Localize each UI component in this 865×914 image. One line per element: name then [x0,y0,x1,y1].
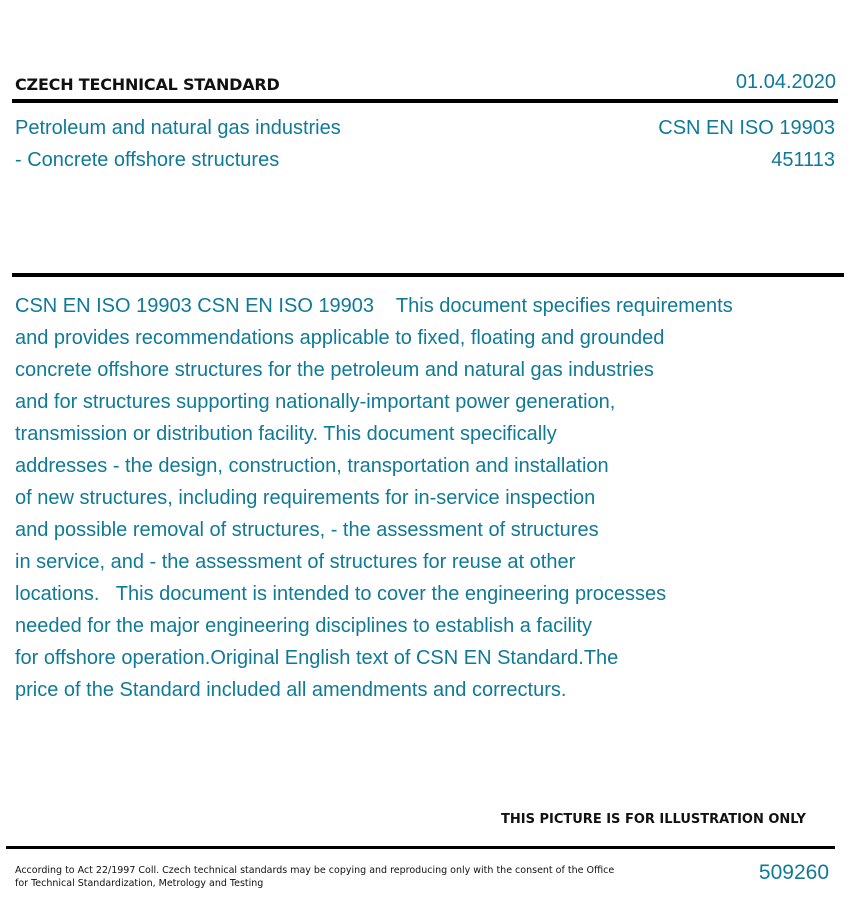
description-line: CSN EN ISO 19903 CSN EN ISO 19903 This document specifies requirements [15,295,733,317]
description-line: and for structures supporting nationally-important power generation, [15,391,616,413]
publication-date: 01.04.2020 [735,71,836,93]
description-line: addresses - the design, construction, transportation and installation [15,455,609,477]
footer-divider [6,846,835,849]
description-line: concrete offshore structures for the petroleum and natural gas industries [15,359,654,381]
description-line: in service, and - the assessment of structures for reuse at other [15,551,576,573]
description-line: needed for the major engineering disciplines to establish a facility [15,615,593,637]
description-line: transmission or distribution facility. This document specifically [15,423,557,445]
standard-number: CSN EN ISO 19903 [658,117,835,139]
description-text [15,290,815,706]
classification-number: 451113 [771,149,835,171]
description-line: and provides recommendations applicable to fixed, floating and grounded [15,327,665,349]
description-line: of new structures, including requirements for in-service inspection [15,487,596,509]
description-line: for offshore operation.Original English text of CSN EN Standard.The [15,647,619,669]
document-id: 509260 [758,861,829,884]
document-header-title: CZECH TECHNICAL STANDARD [15,75,280,94]
standard-title-line-1: Petroleum and natural gas industries [15,117,341,139]
copyright-notice-line-2: for Technical Standardization, Metrology and Testing [15,878,264,889]
standard-title-line-2: - Concrete offshore structures [15,149,280,171]
copyright-notice [15,864,615,890]
title-divider [12,273,844,277]
description-line: price of the Standard included all amendments and correcturs. [15,679,567,701]
description-line: and possible removal of structures, - the assessment of structures [15,519,599,541]
header-divider [12,99,838,103]
illustration-disclaimer: THIS PICTURE IS FOR ILLUSTRATION ONLY [501,812,806,827]
description-line: locations. This document is intended to cover the engineering processes [15,583,667,605]
copyright-notice-line-1: According to Act 22/1997 Coll. Czech technical standards may be copying and reproducing only with the consent of the Office [15,865,615,876]
